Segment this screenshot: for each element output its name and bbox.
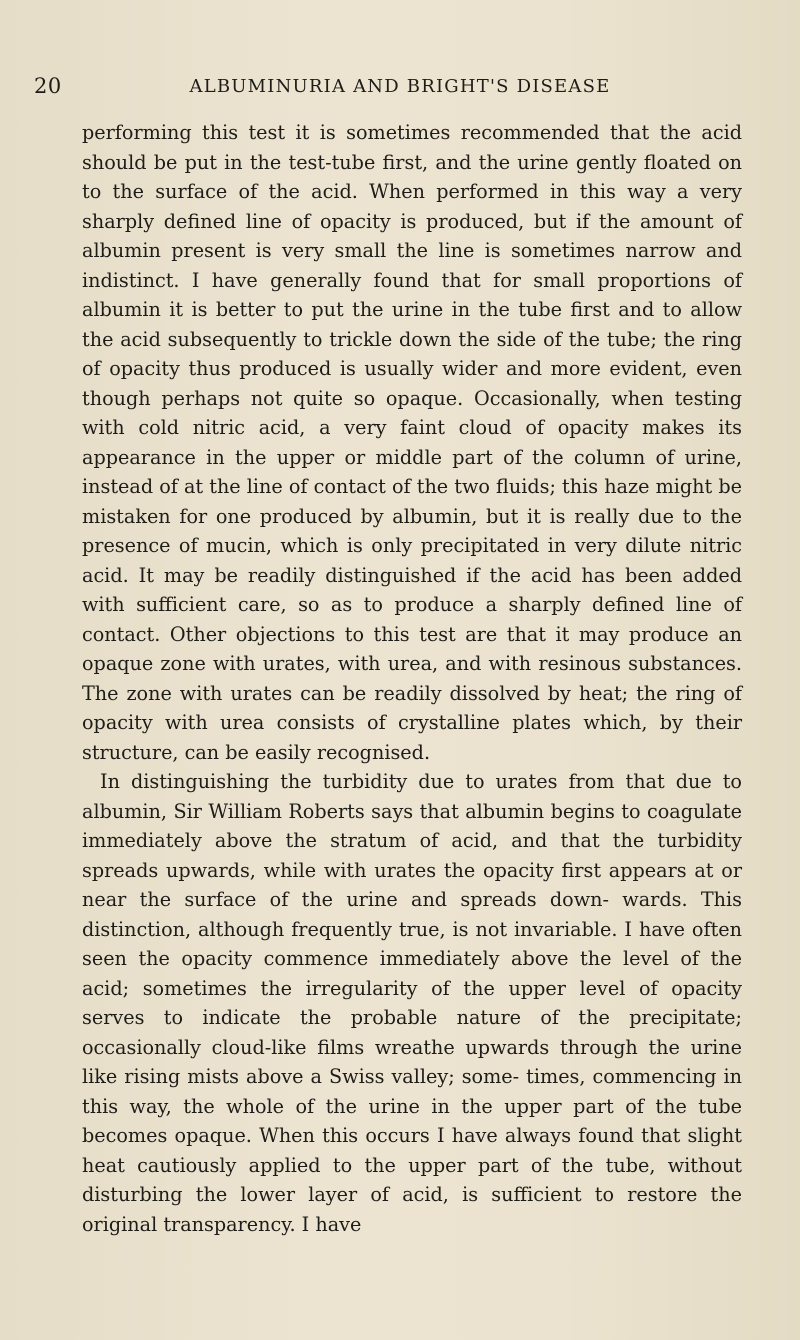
body-text (82, 118, 742, 1239)
running-title: ALBUMINURIA AND BRIGHT'S DISEASE (189, 76, 611, 97)
page-number: 20 (34, 74, 62, 98)
page-header (0, 74, 800, 102)
paragraph-urates-distinction: In distinguishing the turbidity due to urates from that due to albumin, Sir William Roberts says that albumin begins to coagulate immediately above the stratum of acid, and that the turbidity spreads upwards, while with urates the opacity first appears at or near the surface of the urine and spreads down- wards. This distinction, although frequently true, is not invariable. I have often seen the opacity commence immediately above the level of the acid; sometimes the irregularity of the upper level of opacity serves to indicate the probable nature of the precipitate; occasionally cloud-like films wreathe upwards through the urine like rising mists above a Swiss valley; some- times, commencing in this way, the whole of the urine in the upper part of the tube becomes opaque. When this occurs I have always found that slight heat cautiously applied to the upper part of the tube, without disturbing the lower layer of acid, is sufficient to restore the original transparency. I have (82, 770, 742, 1236)
paragraph-continuation: performing this test it is sometimes recommended that the acid should be put in the test-tube first, and the urine gently floated on to the surface of the acid. When performed in this way a very sharply defined line of opacity is produced, but if the amount of albumin present is very small the line is sometimes narrow and indistinct. I have generally found that for small proportions of albumin it is better to put the urine in the tube first and to allow the acid subsequently to trickle down the side of the tube; the ring of opacity thus produced is usually wider and more evident, even though perhaps not quite so opaque. Occasionally, when testing with cold nitric acid, a very faint cloud of opacity makes its appearance in the upper or middle part of the column of urine, instead of at the line of contact of the two fluids; this haze might be mistaken for one produced by albumin, but it is really due to the presence of mucin, which is only precipitated in very dilute nitric acid. It may be readily distinguished if the acid has been added with sufficient care, so as to produce a sharply defined line of contact. Other objections to this test are that it may produce an opaque zone with urates, with urea, and with resinous substances. The zone with urates can be readily dissolved by heat; the ring of opacity with urea consists of crystalline plates which, by their structure, can be easily recognised. (82, 121, 742, 764)
